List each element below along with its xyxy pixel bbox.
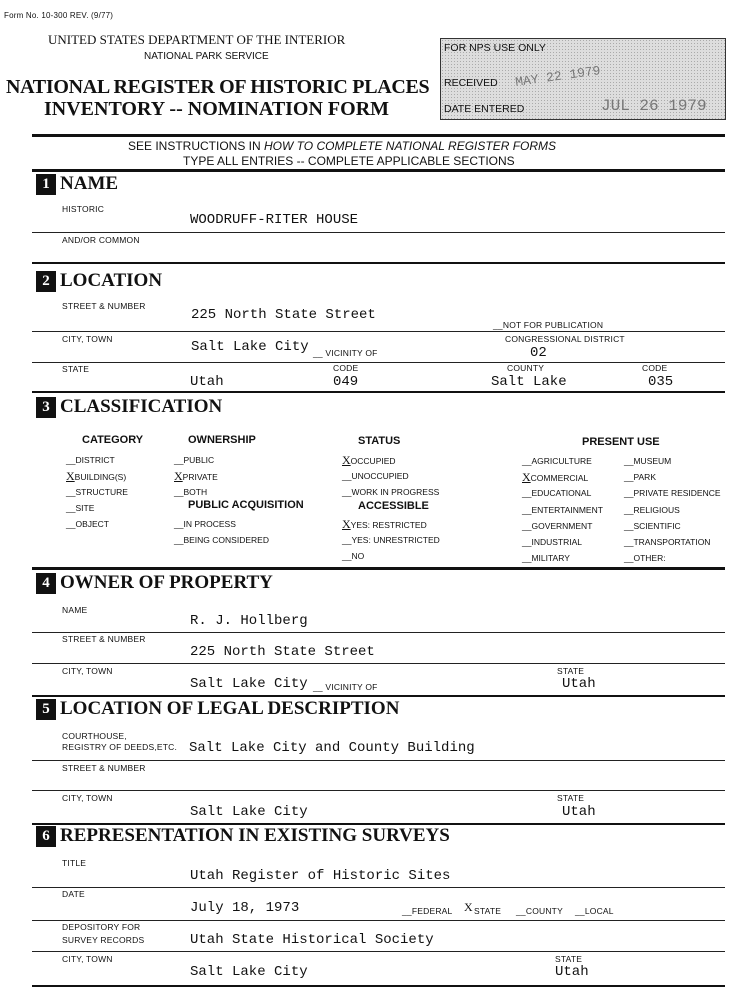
- city-label: CITY, TOWN: [62, 334, 113, 344]
- divider: [32, 887, 725, 888]
- code-label: CODE: [333, 363, 359, 373]
- city-value: Salt Lake City: [190, 964, 308, 980]
- divider: [32, 951, 725, 952]
- checklist-label: EDUCATIONAL: [531, 488, 592, 499]
- divider: [32, 391, 725, 393]
- checklist-item: [342, 453, 396, 468]
- checklist-item: [624, 486, 721, 500]
- street-label: STREET & NUMBER: [62, 301, 146, 311]
- instructions-line2: TYPE ALL ENTRIES -- COMPLETE APPLICABLE SECTIONS: [183, 154, 515, 168]
- blank-mark: __: [624, 520, 634, 531]
- checklist-item: [624, 454, 671, 468]
- blank-mark: __: [66, 487, 76, 497]
- state-option: STATE: [474, 906, 502, 916]
- blank-mark: __: [522, 520, 532, 531]
- survey-title-value: Utah Register of Historic Sites: [190, 868, 451, 884]
- nps-label: FOR NPS USE ONLY: [444, 42, 546, 54]
- blank-mark: __: [522, 504, 532, 515]
- instructions-title: HOW TO COMPLETE NATIONAL REGISTER FORMS: [264, 139, 557, 153]
- form-title-line1: NATIONAL REGISTER OF HISTORIC PLACES: [6, 76, 430, 98]
- checked-mark: X: [66, 469, 75, 483]
- checklist-label: COMMERCIAL: [530, 473, 589, 484]
- blank-mark: __: [522, 456, 532, 466]
- checklist-label: PUBLIC: [183, 455, 215, 465]
- checklist-label: UNOCCUPIED: [351, 471, 409, 481]
- form-number: Form No. 10-300 REV. (9/77): [4, 11, 114, 20]
- blank-mark: __: [342, 471, 352, 481]
- section-title: CLASSIFICATION: [60, 396, 223, 417]
- registry-value: Salt Lake City and County Building: [189, 740, 475, 756]
- county-code: 035: [648, 374, 674, 390]
- status-heading: STATUS: [358, 435, 401, 447]
- state-mark: X: [464, 900, 473, 914]
- checklist-label: YES: UNRESTRICTED: [351, 535, 440, 545]
- checklist-item: [66, 485, 128, 499]
- checklist-label: ENTERTAINMENT: [531, 504, 603, 515]
- entered-stamp: JUL 26 1979: [601, 97, 707, 115]
- checklist-label: MILITARY: [531, 553, 570, 564]
- checklist-label: NO: [351, 551, 365, 561]
- section-number: 3: [36, 397, 56, 418]
- owner-name-value: R. J. Hollberg: [190, 613, 308, 629]
- vicinity-label: __ VICINITY OF: [313, 682, 378, 692]
- blank-mark: __: [624, 504, 634, 515]
- code-label: CODE: [642, 363, 668, 373]
- section-title: REPRESENTATION IN EXISTING SURVEYS: [60, 825, 450, 846]
- street-label: STREET & NUMBER: [62, 763, 146, 773]
- state-label: STATE: [557, 793, 585, 803]
- checklist-label: IN PROCESS: [183, 519, 236, 529]
- checklist-item: [342, 533, 440, 547]
- received-stamp: MAY 22 1979: [514, 63, 602, 90]
- city-label: CITY, TOWN: [62, 666, 113, 676]
- blank-mark: __: [342, 487, 352, 497]
- state-value: Utah: [555, 964, 589, 980]
- received-label: RECEIVED: [444, 77, 498, 89]
- street-label: STREET & NUMBER: [62, 634, 146, 644]
- checklist-item: [624, 503, 680, 517]
- vicinity-label: __ VICINITY OF: [313, 348, 378, 358]
- checklist-label: OCCUPIED: [350, 456, 396, 466]
- state-value: Utah: [562, 676, 596, 692]
- blank-mark: __: [174, 487, 184, 497]
- divider: [32, 232, 725, 233]
- checklist-item: [342, 517, 427, 532]
- historic-value: WOODRUFF-RITER HOUSE: [190, 212, 359, 228]
- checklist-label: SCIENTIFIC: [633, 520, 681, 531]
- city-label: CITY, TOWN: [62, 793, 113, 803]
- present-use-heading: PRESENT USE: [582, 436, 660, 448]
- section-number: 2: [36, 271, 56, 292]
- blank-mark: __: [624, 537, 634, 547]
- checklist-label: PRIVATE: [182, 472, 218, 482]
- section-title: NAME: [60, 173, 119, 194]
- divider: [32, 362, 725, 363]
- checklist-label: TRANSPORTATION: [633, 537, 711, 547]
- accessible-heading: ACCESSIBLE: [358, 500, 429, 512]
- divider: [32, 663, 725, 664]
- blank-mark: __: [66, 503, 76, 513]
- courthouse-label: COURTHOUSE,: [62, 731, 127, 741]
- blank-mark: __: [66, 455, 76, 465]
- divider: [32, 567, 725, 570]
- divider: [32, 632, 725, 633]
- checklist-item: [522, 535, 582, 549]
- historic-label: HISTORIC: [62, 204, 105, 214]
- section-number: 5: [36, 699, 56, 720]
- section-number: 1: [36, 174, 56, 195]
- checklist-item: [174, 453, 214, 467]
- checklist-item: [174, 485, 207, 499]
- blank-mark: __: [624, 472, 634, 483]
- checklist-item: [66, 501, 94, 515]
- form-title-line2: INVENTORY -- NOMINATION FORM: [44, 98, 390, 120]
- divider: [32, 695, 725, 697]
- category-heading: CATEGORY: [82, 434, 144, 446]
- street-value: 225 North State Street: [191, 307, 376, 323]
- instructions-text: SEE INSTRUCTIONS IN: [128, 139, 265, 153]
- checklist-label: INDUSTRIAL: [531, 537, 583, 547]
- depository-label: DEPOSITORY FOR: [62, 922, 141, 932]
- checklist-item: [66, 469, 126, 484]
- checklist-label: WORK IN PROGRESS: [351, 487, 440, 497]
- checklist-label: BEING CONSIDERED: [183, 535, 269, 545]
- checklist-label: SITE: [75, 503, 95, 513]
- checklist-item: [66, 517, 109, 531]
- checklist-item: [66, 453, 115, 467]
- entered-label: DATE ENTERED: [444, 103, 525, 115]
- checklist-label: RELIGIOUS: [633, 504, 680, 515]
- state-label: STATE: [555, 954, 583, 964]
- divider: [32, 331, 725, 332]
- divider: [32, 790, 725, 791]
- checklist-item: [624, 551, 666, 565]
- divider: [32, 920, 725, 921]
- city-value: Salt Lake City: [191, 339, 309, 355]
- blank-mark: __: [342, 535, 352, 545]
- date-value: July 18, 1973: [190, 900, 300, 916]
- blank-mark: __: [522, 488, 532, 499]
- blank-mark: __: [174, 455, 184, 465]
- state-label: STATE: [557, 666, 585, 676]
- checklist-item: [174, 469, 218, 484]
- public-acquisition-heading: PUBLIC ACQUISITION: [188, 499, 304, 511]
- city-value: Salt Lake City: [190, 676, 308, 692]
- county-option: __COUNTY: [516, 906, 563, 916]
- checklist-item: [342, 469, 409, 483]
- checklist-label: GOVERNMENT: [531, 520, 593, 531]
- checklist-item: [522, 519, 592, 533]
- state-code: 049: [333, 374, 359, 390]
- checklist-label: MUSEUM: [633, 456, 672, 466]
- checklist-item: [522, 470, 588, 485]
- federal-option: __FEDERAL: [402, 906, 453, 916]
- checklist-label: AGRICULTURE: [531, 456, 592, 466]
- checklist-label: BOTH: [183, 487, 208, 497]
- blank-mark: __: [624, 456, 634, 466]
- checked-mark: X: [342, 453, 351, 467]
- checklist-label: STRUCTURE: [75, 487, 128, 497]
- nps-use-box: [440, 38, 726, 120]
- checklist-item: [624, 535, 710, 549]
- state-label: STATE: [62, 364, 90, 374]
- depository-label-2: SURVEY RECORDS: [62, 935, 145, 945]
- registry-label: REGISTRY OF DEEDS,ETC.: [62, 742, 178, 752]
- instructions: [128, 140, 556, 153]
- section-title: LOCATION OF LEGAL DESCRIPTION: [60, 698, 400, 719]
- depository-value: Utah State Historical Society: [190, 932, 434, 948]
- section-number: 6: [36, 826, 56, 847]
- district-label: CONGRESSIONAL DISTRICT: [505, 334, 625, 344]
- blank-mark: __: [624, 488, 634, 499]
- not-for-publication: __NOT FOR PUBLICATION: [493, 320, 604, 330]
- county-label: COUNTY: [507, 363, 545, 373]
- department: UNITED STATES DEPARTMENT OF THE INTERIOR: [48, 32, 346, 47]
- checklist-item: [522, 454, 592, 468]
- checklist-label: DISTRICT: [75, 455, 115, 465]
- checklist-label: PRIVATE RESIDENCE: [633, 488, 721, 499]
- blank-mark: __: [174, 535, 184, 545]
- checklist-item: [342, 549, 364, 563]
- section-number: 4: [36, 573, 56, 594]
- checklist-item: [174, 533, 269, 547]
- checklist-item: [624, 519, 681, 533]
- checked-mark: X: [342, 517, 351, 531]
- blank-mark: __: [624, 553, 634, 564]
- checklist-label: YES: RESTRICTED: [350, 520, 427, 530]
- section-title: LOCATION: [60, 270, 163, 291]
- county-value: Salt Lake: [491, 374, 567, 390]
- local-option: __LOCAL: [575, 906, 614, 916]
- checklist-label: OTHER:: [633, 553, 666, 564]
- state-value: Utah: [190, 374, 224, 390]
- checked-mark: X: [522, 470, 531, 485]
- city-label: CITY, TOWN: [62, 954, 113, 964]
- blank-mark: __: [66, 519, 76, 529]
- city-value: Salt Lake City: [190, 804, 308, 820]
- divider: [32, 169, 725, 172]
- checklist-label: BUILDING(S): [74, 472, 127, 482]
- divider: [32, 134, 725, 137]
- blank-mark: __: [342, 551, 352, 561]
- checklist-item: [174, 517, 236, 531]
- divider: [32, 262, 725, 264]
- owner-name-label: NAME: [62, 605, 88, 615]
- blank-mark: __: [522, 537, 532, 547]
- common-label: AND/OR COMMON: [62, 235, 140, 245]
- checklist-item: [522, 503, 603, 517]
- service: NATIONAL PARK SERVICE: [144, 51, 269, 62]
- ownership-heading: OWNERSHIP: [188, 434, 256, 446]
- state-value: Utah: [562, 804, 596, 820]
- section-title: OWNER OF PROPERTY: [60, 572, 273, 593]
- divider: [32, 985, 725, 987]
- checklist-item: [522, 486, 591, 500]
- checklist-item: [624, 470, 656, 484]
- checklist-item: [342, 485, 439, 499]
- divider: [32, 760, 725, 761]
- survey-title-label: TITLE: [62, 858, 87, 868]
- checklist-item: [522, 551, 570, 565]
- blank-mark: __: [174, 519, 184, 529]
- checklist-label: PARK: [633, 472, 656, 483]
- checklist-label: OBJECT: [75, 519, 109, 529]
- district-value: 02: [530, 345, 547, 361]
- street-value: 225 North State Street: [190, 644, 375, 660]
- date-label: DATE: [62, 889, 85, 899]
- checked-mark: X: [174, 469, 183, 483]
- blank-mark: __: [522, 553, 532, 564]
